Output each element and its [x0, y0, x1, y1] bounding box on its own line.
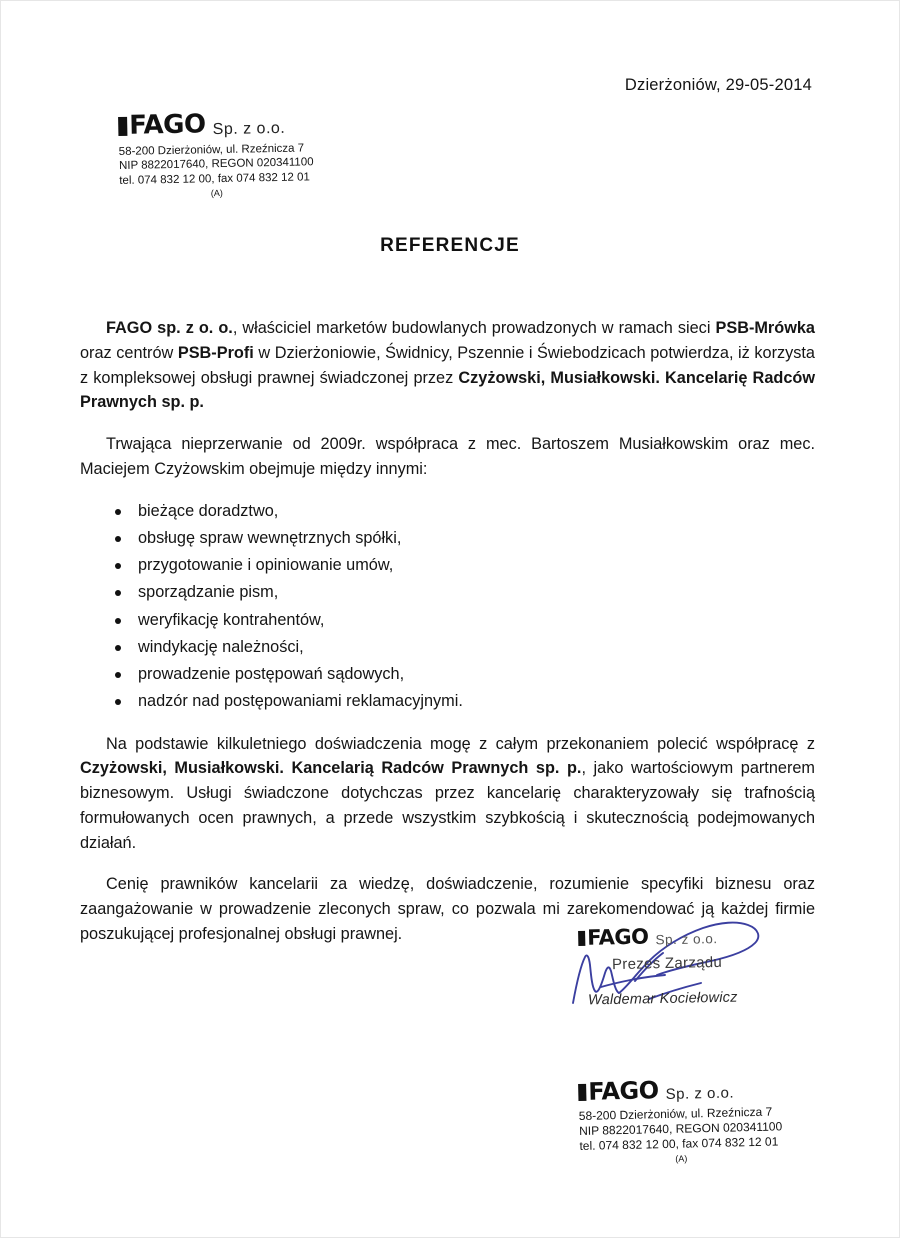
fago-logo-icon: FAGO [578, 927, 649, 949]
fago-logo-icon: FAGO [118, 111, 206, 139]
address-line-3: tel. 074 832 12 00, fax 074 832 12 01 [119, 171, 310, 187]
company-address-bottom [579, 1104, 783, 1155]
stamp-paren-mark: (A) [675, 1153, 688, 1164]
company-suffix: Sp. z o.o. [665, 1083, 735, 1103]
company-suffix: Sp. z o.o. [212, 119, 286, 138]
intro-text-3: w Dzierżoniowie, Świdnicy, Pszennie i Świebodzicach potwierdza, iż korzysta z kompleksowej obsługi prawnej świadczonej przez [80, 343, 815, 387]
address-line-2: NIP 8822017640, REGON 020341100 [118, 156, 314, 173]
company-address [119, 141, 314, 189]
list-item: prowadzenie postępowań sądowych, [110, 662, 815, 687]
list-item: przygotowanie i opiniowanie umów, [110, 553, 815, 578]
letterhead-stamp-bottom [578, 1075, 783, 1165]
recommendation-text-1: Na podstawie kilkuletniego doświadczenia mogę z całym przekonaniem polecić współpracę z [106, 734, 815, 753]
company-suffix: Sp. z o.o. [655, 931, 718, 948]
intro-text-2: oraz centrów [80, 343, 178, 362]
stamp-paren-mark: (A) [210, 187, 223, 198]
address-line-1: 58-200 Dzierżoniów, ul. Rzeźnicza 7 [118, 141, 305, 158]
paragraph-recommendation [80, 732, 815, 856]
law-firm-name: Czyżowski, Musiałkowski. Kancelarię Radców Prawnych sp. p. [80, 368, 815, 412]
services-list [80, 499, 815, 715]
list-item: obsługę spraw wewnętrznych spółki, [110, 526, 815, 551]
letterhead-stamp-top [118, 109, 314, 199]
list-item: sporządzanie pism, [110, 580, 815, 605]
address-line-3: tel. 074 832 12 00, fax 074 832 12 01 [579, 1134, 779, 1154]
list-item: weryfikację kontrahentów, [110, 608, 815, 633]
intro-text-1: , właściciel marketów budowlanych prowadzonych w ramach sieci [232, 319, 716, 337]
document-body [80, 316, 815, 964]
paragraph-cooperation: Trwająca nieprzerwanie od 2009r. współpraca z mec. Bartoszem Musiałkowskim oraz mec. Maciejem Czyżowskim obejmuje między innymi: [80, 435, 815, 478]
brand-mrowka: PSB-Mrówka [715, 319, 815, 337]
address-line-2: NIP 8822017640, REGON 020341100 [578, 1119, 783, 1138]
signature-role: Prezes Zarządu [611, 953, 723, 974]
list-item: nadzór nad postępowaniami reklamacyjnymi. [110, 689, 815, 714]
brand-profi: PSB-Profi [177, 343, 254, 362]
list-item: windykację należności, [110, 635, 815, 660]
company-logo-row-signature [578, 925, 718, 949]
paragraph-closing: Cenię prawników kancelarii za wiedzę, doświadczenie, rozumienie specyfiki biznesu oraz zaangażowanie w prowadzenie zleconych spraw, co pozwala mi zarekomendować ją każdej firmie poszukującej profesjonalnej obsługi prawnej. [80, 875, 815, 943]
list-item: bieżące doradztwo, [110, 499, 815, 524]
fago-logo-icon: FAGO [578, 1078, 659, 1104]
document-date: Dzierżoniów, 29-05-2014 [624, 76, 812, 94]
signature-name: Waldemar Kociełowicz [587, 989, 738, 1009]
address-line-1: 58-200 Dzierżoniów, ul. Rzeźnicza 7 [578, 1104, 773, 1123]
law-firm-name-2: Czyżowski, Musiałkowski. Kancelarią Radców Prawnych sp. p. [80, 759, 582, 778]
recommendation-text-2: , jako wartościowym partnerem biznesowym. Usługi świadczone dotychczas przez kancelarię charakteryzowały się trafnością formułowanych ocen prawnych, a przede wszystkim szybkością i skutecznością podejmowanych działań. [80, 759, 815, 852]
page-title: REFERENCJE [380, 235, 520, 256]
letterhead-stamp-signature [578, 925, 718, 949]
company-logo-row [118, 109, 313, 140]
company-name-bold: FAGO sp. z o. o. [106, 319, 233, 337]
company-logo-row-bottom [578, 1075, 782, 1104]
paragraph-intro [80, 316, 815, 415]
